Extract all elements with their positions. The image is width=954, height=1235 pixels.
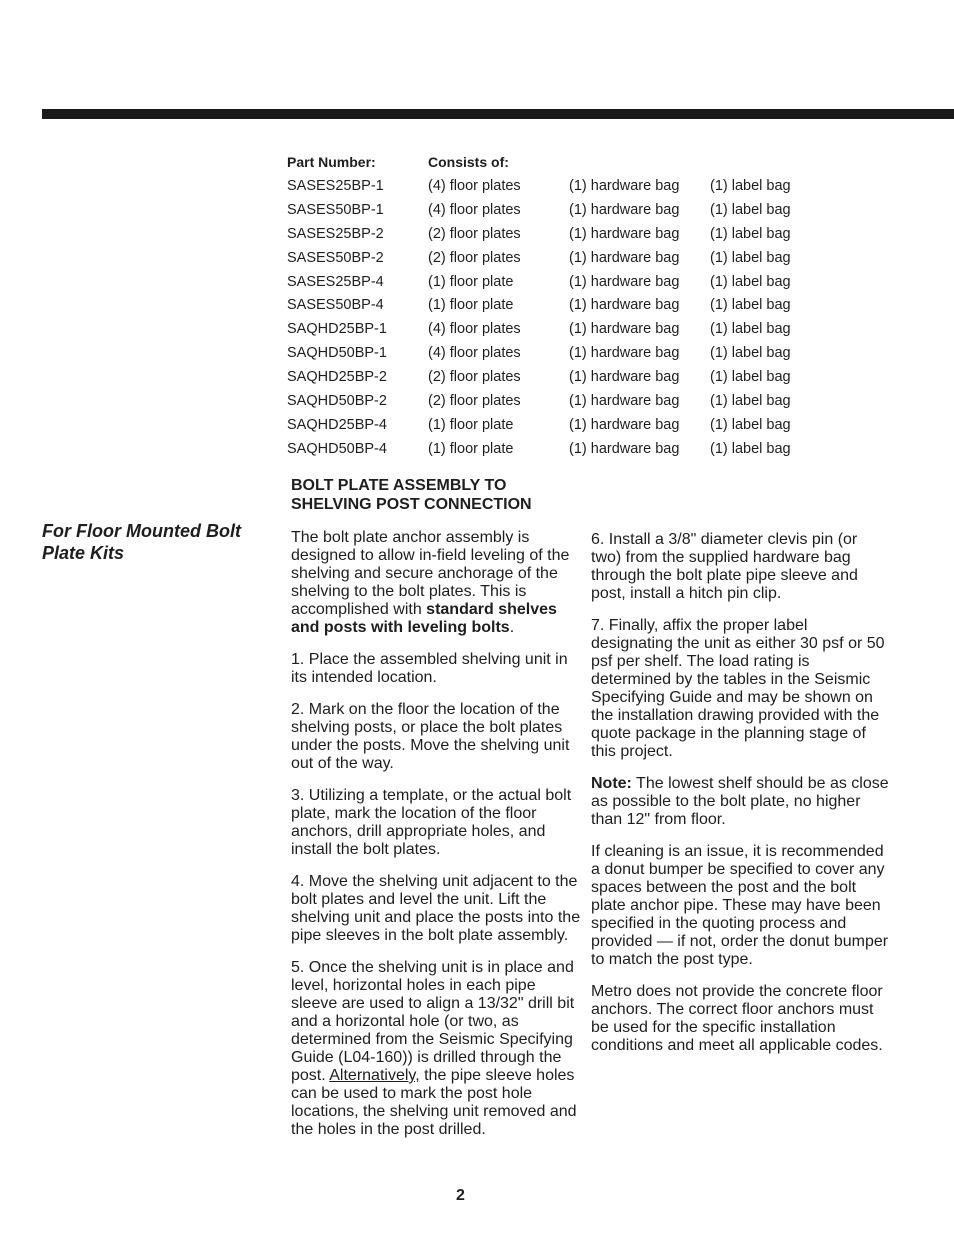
step-6: 6. Install a 3/8" diameter clevis pin (or two) from the supplied hardware bag through the bolt plate pipe sleeve and post, install a hitch pin clip.	[591, 531, 858, 602]
floor-plates-cell: (1) floor plate	[428, 273, 514, 290]
table-row	[287, 198, 791, 222]
step-5	[291, 959, 583, 1139]
step-4: 4. Move the shelving unit adjacent to the bolt plates and level the unit. Lift the shelving unit and place the posts into the pipe sleeves in the bolt plate assembly.	[291, 873, 581, 944]
note-paragraph	[591, 775, 891, 829]
label-bag-cell: (1) label bag	[710, 416, 791, 433]
header-part-number: Part Number:	[287, 154, 376, 170]
step-7: 7. Finally, affix the proper label designating the unit as either 30 psf or 50 psf per shelf. The load rating is determined by the tables in the Seismic Specifying Guide and may be shown on the installation drawing provided with the quote package in the planning stage of this project.	[591, 617, 885, 760]
floor-plates-cell: (2) floor plates	[428, 369, 521, 386]
header-consists-of: Consists of:	[428, 154, 509, 170]
header-rule	[42, 109, 954, 119]
floor-plates-cell: (2) floor plates	[428, 225, 521, 242]
hardware-bag-cell: (1) hardware bag	[569, 177, 680, 194]
step-1: 1. Place the assembled shelving unit in its intended location.	[291, 651, 568, 686]
floor-plates-cell: (1) floor plate	[428, 416, 514, 433]
floor-plates-cell: (4) floor plates	[428, 321, 521, 338]
floor-plates-cell: (4) floor plates	[428, 177, 521, 194]
label-bag-cell: (1) label bag	[710, 392, 791, 409]
right-column	[591, 531, 891, 1069]
table-row	[287, 413, 791, 437]
page-number: 2	[456, 1187, 465, 1204]
intro-end: .	[509, 619, 515, 636]
hardware-bag-cell: (1) hardware bag	[569, 440, 680, 457]
part-number-cell: SAQHD25BP-1	[287, 321, 387, 338]
part-number-cell: SAQHD25BP-2	[287, 369, 387, 386]
cleaning-paragraph: If cleaning is an issue, it is recommended a donut bumper be specified to cover any spaces between the post and the bolt plate anchor pipe. These may have been specified in the quoting process and provided — if not, order the donut bumper to match the post type.	[591, 843, 889, 968]
hardware-bag-cell: (1) hardware bag	[569, 345, 680, 362]
note-label: Note:	[591, 775, 632, 792]
note-text: The lowest shelf should be as close as possible to the bolt plate, no higher than 12" from floor.	[591, 775, 889, 828]
intro-bold-text: standard shelves and posts with leveling bolts	[291, 601, 557, 636]
side-title: For Floor Mounted Bolt Plate Kits	[42, 521, 241, 563]
section-heading: BOLT PLATE ASSEMBLY TO SHELVING POST CONNECTION	[291, 477, 532, 513]
label-bag-cell: (1) label bag	[710, 297, 791, 314]
label-bag-cell: (1) label bag	[710, 369, 791, 386]
step-5-underlined: Alternatively,	[329, 1067, 420, 1084]
floor-plates-cell: (1) floor plate	[428, 440, 514, 457]
floor-plates-cell: (4) floor plates	[428, 345, 521, 362]
hardware-bag-cell: (1) hardware bag	[569, 249, 680, 266]
intro-text: The bolt plate anchor assembly is designed to allow in-field leveling of the shelving and secure anchorage of the shelving to the bolt plates. This is accomplished with	[291, 529, 570, 618]
label-bag-cell: (1) label bag	[710, 201, 791, 218]
part-number-cell: SASES50BP-1	[287, 201, 384, 218]
label-bag-cell: (1) label bag	[710, 225, 791, 242]
hardware-bag-cell: (1) hardware bag	[569, 392, 680, 409]
part-number-cell: SASES25BP-2	[287, 225, 384, 242]
table-row	[287, 437, 791, 461]
part-number-cell: SAQHD50BP-2	[287, 392, 387, 409]
hardware-bag-cell: (1) hardware bag	[569, 369, 680, 386]
table-row	[287, 222, 791, 246]
hardware-bag-cell: (1) hardware bag	[569, 416, 680, 433]
table-row	[287, 246, 791, 270]
table-row	[287, 317, 791, 341]
table-row	[287, 174, 791, 198]
table-row	[287, 341, 791, 365]
step-5-text-a: 5. Once the shelving unit is in place and level, horizontal holes in each pipe sleeve are used to align a 13/32" drill bit and a horizontal hole (or two, as determined from the Seismic Specifying Guide (L04-160)) is drilled through the post.	[291, 959, 575, 1084]
part-number-cell: SASES25BP-4	[287, 273, 384, 290]
step-5-text-b: the pipe sleeve holes can be used to mark the post hole locations, the shelving unit removed and the holes in the post drilled.	[291, 1067, 577, 1138]
part-number-cell: SASES25BP-1	[287, 177, 384, 194]
table-row	[287, 365, 791, 389]
part-number-cell: SAQHD25BP-4	[287, 416, 387, 433]
label-bag-cell: (1) label bag	[710, 273, 791, 290]
hardware-bag-cell: (1) hardware bag	[569, 297, 680, 314]
hardware-bag-cell: (1) hardware bag	[569, 201, 680, 218]
table-row	[287, 293, 791, 317]
label-bag-cell: (1) label bag	[710, 321, 791, 338]
hardware-bag-cell: (1) hardware bag	[569, 273, 680, 290]
table-row	[287, 389, 791, 413]
label-bag-cell: (1) label bag	[710, 177, 791, 194]
label-bag-cell: (1) label bag	[710, 249, 791, 266]
table-row	[287, 270, 791, 294]
part-number-cell: SAQHD50BP-1	[287, 345, 387, 362]
part-number-cell: SASES50BP-2	[287, 249, 384, 266]
table-header-row	[287, 150, 791, 174]
floor-plates-cell: (2) floor plates	[428, 392, 521, 409]
hardware-bag-cell: (1) hardware bag	[569, 225, 680, 242]
floor-plates-cell: (1) floor plate	[428, 297, 514, 314]
step-3: 3. Utilizing a template, or the actual bolt plate, mark the location of the floor anchors, drill appropriate holes, and install the bolt plates.	[291, 787, 572, 858]
floor-plates-cell: (2) floor plates	[428, 249, 521, 266]
hardware-bag-cell: (1) hardware bag	[569, 321, 680, 338]
step-2: 2. Mark on the floor the location of the shelving posts, or place the bolt plates under the posts. Move the shelving unit out of the way.	[291, 701, 570, 772]
parts-table	[287, 150, 791, 461]
label-bag-cell: (1) label bag	[710, 440, 791, 457]
part-number-cell: SAQHD50BP-4	[287, 440, 387, 457]
part-number-cell: SASES50BP-4	[287, 297, 384, 314]
floor-plates-cell: (4) floor plates	[428, 201, 521, 218]
intro-paragraph	[291, 529, 583, 637]
left-column	[291, 529, 583, 1153]
anchors-paragraph: Metro does not provide the concrete floor anchors. The correct floor anchors must be used for the specific installation conditions and meet all applicable codes.	[591, 983, 883, 1054]
label-bag-cell: (1) label bag	[710, 345, 791, 362]
